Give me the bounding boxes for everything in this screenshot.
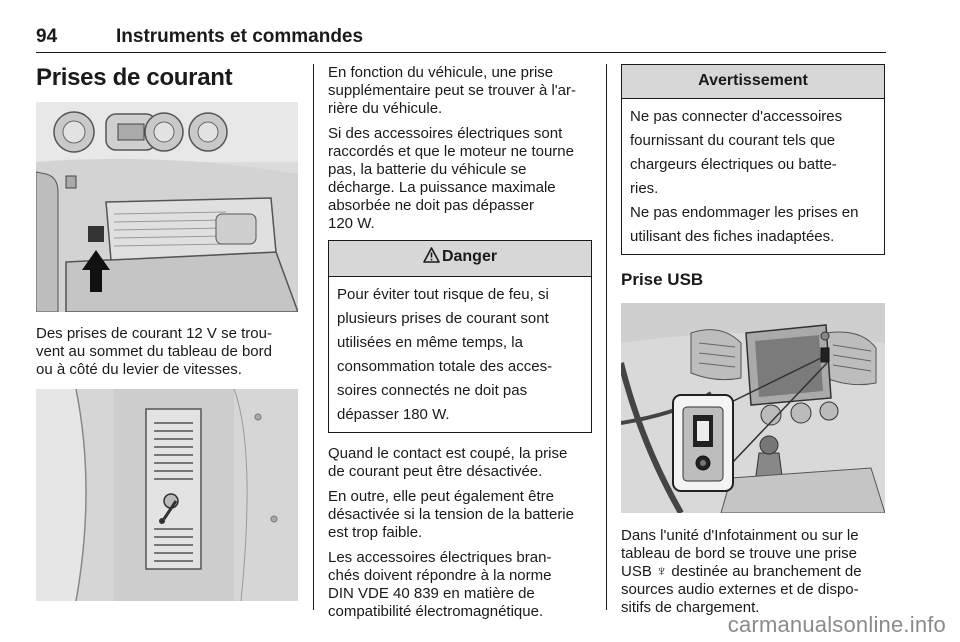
warning-paragraph bbox=[630, 204, 876, 246]
text-line: de courant peut être désactivée. bbox=[328, 463, 543, 480]
paragraph-usb bbox=[621, 527, 885, 617]
text-line: Quand le contact est coupé, la prise bbox=[328, 445, 568, 462]
heading-prises-de-courant: Prises de courant bbox=[36, 64, 233, 91]
text-line: rière du véhicule. bbox=[328, 100, 443, 117]
text-line: 120 W. bbox=[328, 215, 375, 232]
section-title: Instruments et commandes bbox=[116, 26, 364, 47]
paragraph-low-voltage bbox=[328, 488, 592, 542]
figure-usb-socket bbox=[621, 303, 885, 513]
paragraph-din-norm bbox=[328, 549, 592, 621]
text-line: Pour éviter tout risque de feu, si bbox=[337, 286, 549, 303]
warning-body bbox=[622, 99, 884, 254]
text-line: sources audio externes et de dispo- bbox=[621, 581, 859, 598]
column-1 bbox=[36, 64, 298, 601]
text-line: Ne pas endommager les prises en bbox=[630, 204, 859, 221]
text-line: Si des accessoires électriques sont bbox=[328, 125, 563, 142]
text-line: Dans l'unité d'Infotainment ou sur le bbox=[621, 527, 859, 544]
paragraph-ignition-off bbox=[328, 445, 592, 481]
column-divider bbox=[606, 64, 607, 610]
text-line: plusieurs prises de courant sont bbox=[337, 310, 549, 327]
text-line: supplémentaire peut se trouver à l'ar- bbox=[328, 82, 576, 99]
text-line: chés doivent répondre à la norme bbox=[328, 567, 552, 584]
warning-box bbox=[621, 64, 885, 255]
danger-body bbox=[329, 277, 591, 432]
column-divider bbox=[313, 64, 314, 610]
watermark: carmanualsonline.info bbox=[727, 612, 946, 637]
text-line: absorbée ne doit pas dépasser bbox=[328, 197, 534, 214]
page-number: 94 bbox=[36, 26, 58, 47]
text-line: Ne pas connecter d'accessoires bbox=[630, 108, 843, 125]
danger-title: Danger bbox=[441, 248, 498, 265]
text-line: décharge. La puissance maximale bbox=[328, 179, 556, 196]
text-line: compatibilité électromagnétique. bbox=[328, 603, 544, 620]
text-line: DIN VDE 40 839 en matière de bbox=[328, 585, 535, 602]
page-header bbox=[36, 26, 886, 53]
text-line: ries. bbox=[630, 180, 659, 197]
figure-rear-socket bbox=[36, 389, 298, 601]
text-line: pas, la batterie du véhicule se bbox=[328, 161, 527, 178]
caption-power-sockets bbox=[36, 325, 298, 379]
text-line: Les accessoires électriques bran- bbox=[328, 549, 552, 566]
text-line: En fonction du véhicule, une prise bbox=[328, 64, 554, 81]
text-line: vent au sommet du tableau de bord bbox=[36, 343, 272, 360]
text-line: désactivée si la tension de la batterie bbox=[328, 506, 574, 523]
text-line: utilisant des fiches inadaptées. bbox=[630, 228, 835, 245]
warning-triangle-icon bbox=[423, 247, 440, 269]
text-line: tableau de bord se trouve une prise bbox=[621, 545, 857, 562]
text-line: dépasser 180 W. bbox=[337, 406, 450, 423]
danger-box bbox=[328, 240, 592, 433]
danger-box-header bbox=[329, 241, 591, 277]
text-line: Des prises de courant 12 V se trou- bbox=[36, 325, 272, 342]
text-line: est trop faible. bbox=[328, 524, 423, 541]
text-line: consommation totale des acces- bbox=[337, 358, 553, 375]
paragraph-battery-discharge bbox=[328, 125, 592, 233]
column-2 bbox=[328, 64, 592, 621]
text-line: USB ♆ destinée au branchement de bbox=[621, 563, 862, 580]
heading-prise-usb: Prise USB bbox=[621, 270, 704, 289]
warning-paragraph bbox=[630, 108, 876, 198]
text-line: utilisées en même temps, la bbox=[337, 334, 523, 351]
text-line: sitifs de chargement. bbox=[621, 599, 760, 616]
figure-dashboard-socket bbox=[36, 102, 298, 312]
text-line: ou à côté du levier de vitesses. bbox=[36, 361, 242, 378]
text-line: fournissant du courant tels que bbox=[630, 132, 836, 149]
text-line: soires connectés ne doit pas bbox=[337, 382, 528, 399]
text-line: En outre, elle peut également être bbox=[328, 488, 554, 505]
warning-title: Avertissement bbox=[622, 65, 884, 99]
text-line: raccordés et que le moteur ne tourne bbox=[328, 143, 574, 160]
paragraph-additional-socket bbox=[328, 64, 592, 118]
column-3 bbox=[621, 64, 885, 617]
text-line: chargeurs électriques ou batte- bbox=[630, 156, 837, 173]
